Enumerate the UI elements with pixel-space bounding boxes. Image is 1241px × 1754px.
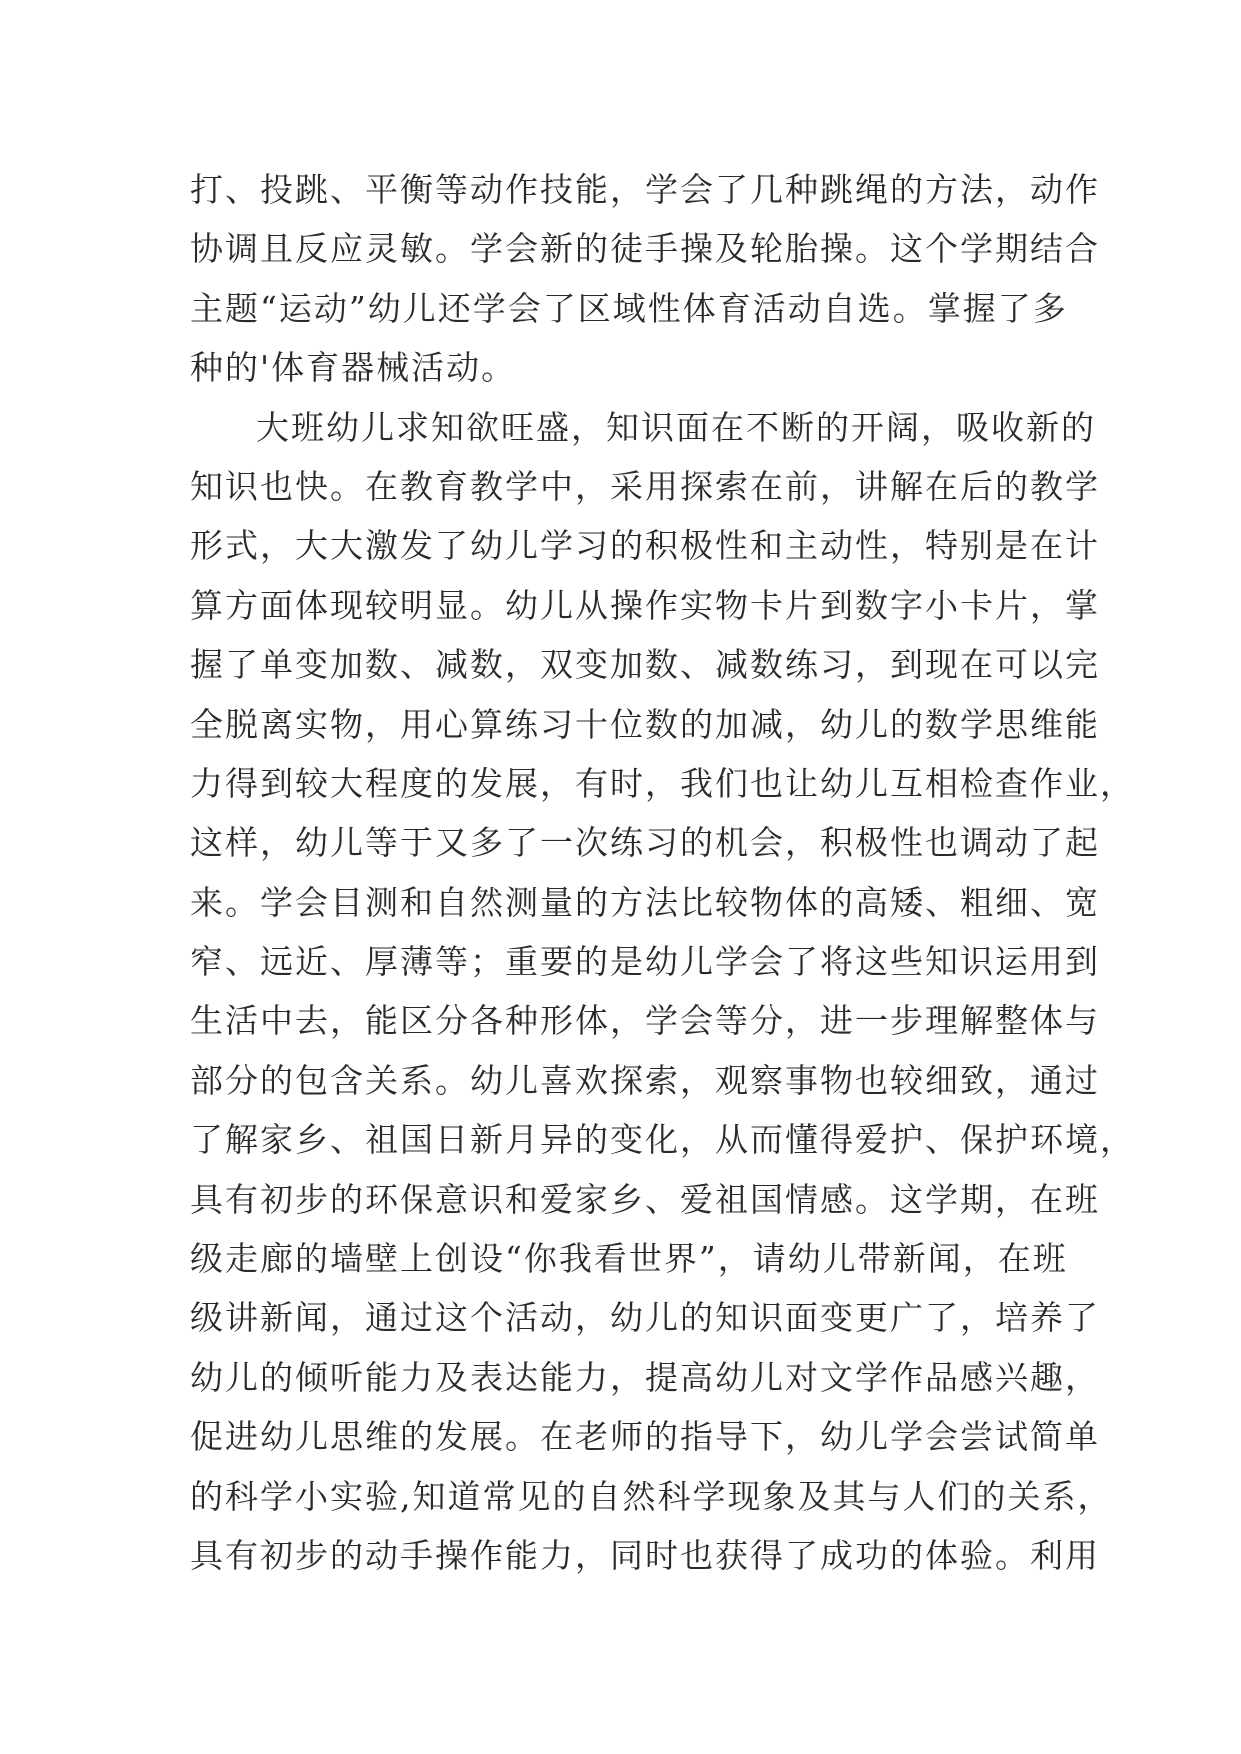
text-line: 种的'体育器械活动。 <box>190 348 517 388</box>
text-line: 幼儿的倾听能力及表达能力，提高幼儿对文学作品感兴趣， <box>190 1357 1100 1397</box>
text-line: 级讲新闻，通过这个活动，幼儿的知识面变更广了，培养了 <box>190 1298 1100 1338</box>
text-line: 了解家乡、祖国日新月异的变化，从而懂得爱护、保护环境， <box>190 1120 1135 1160</box>
body-text <box>190 160 1135 1585</box>
text-line: 窄、远近、厚薄等；重要的是幼儿学会了将这些知识运用到 <box>190 942 1100 982</box>
text-line: 握了单变加数、减数，双变加数、减数练习，到现在可以完 <box>190 645 1100 685</box>
text-line: 具有初步的动手操作能力，同时也获得了成功的体验。利用 <box>190 1535 1100 1575</box>
text-line: 打、投跳、平衡等动作技能，学会了几种跳绳的方法，动作 <box>190 170 1100 209</box>
text-line: 这样，幼儿等于又多了一次练习的机会，积极性也调动了起 <box>190 823 1100 863</box>
text-line: 算方面体现较明显。幼儿从操作实物卡片到数字小卡片，掌 <box>190 585 1100 625</box>
text-line: 大班幼儿求知欲旺盛，知识面在不断的开阔，吸收新的 <box>256 407 1096 447</box>
text-line: 主题“运动”幼儿还学会了区域性体育活动自选。掌握了多 <box>190 288 1068 328</box>
paragraph <box>190 160 1100 398</box>
text-line: 具有初步的环保意识和爱家乡、爱祖国情感。这学期，在班 <box>190 1179 1100 1219</box>
text-line: 级走廊的墙壁上创设“你我看世界”，请幼儿带新闻，在班 <box>190 1239 1068 1279</box>
paragraph <box>190 398 1135 1586</box>
text-line: 全脱离实物，用心算练习十位数的加减，幼儿的数学思维能 <box>190 704 1100 744</box>
text-line: 知识也快。在教育教学中，采用探索在前，讲解在后的教学 <box>190 466 1100 506</box>
text-line: 的科学小实验,知道常见的自然科学现象及其与人们的关系， <box>190 1476 1113 1516</box>
text-line: 协调且反应灵敏。学会新的徒手操及轮胎操。这个学期结合 <box>190 229 1100 269</box>
text-line: 生活中去，能区分各种形体，学会等分，进一步理解整体与 <box>190 1001 1100 1041</box>
text-line: 部分的包含关系。幼儿喜欢探索，观察事物也较细致，通过 <box>190 1060 1100 1100</box>
text-line: 来。学会目测和自然测量的方法比较物体的高矮、粗细、宽 <box>190 882 1100 922</box>
text-line: 力得到较大程度的发展，有时，我们也让幼儿互相检查作业， <box>190 763 1135 803</box>
text-line: 形式，大大激发了幼儿学习的积极性和主动性，特别是在计 <box>190 526 1100 566</box>
text-line: 促进幼儿思维的发展。在老师的指导下，幼儿学会尝试简单 <box>190 1417 1100 1457</box>
